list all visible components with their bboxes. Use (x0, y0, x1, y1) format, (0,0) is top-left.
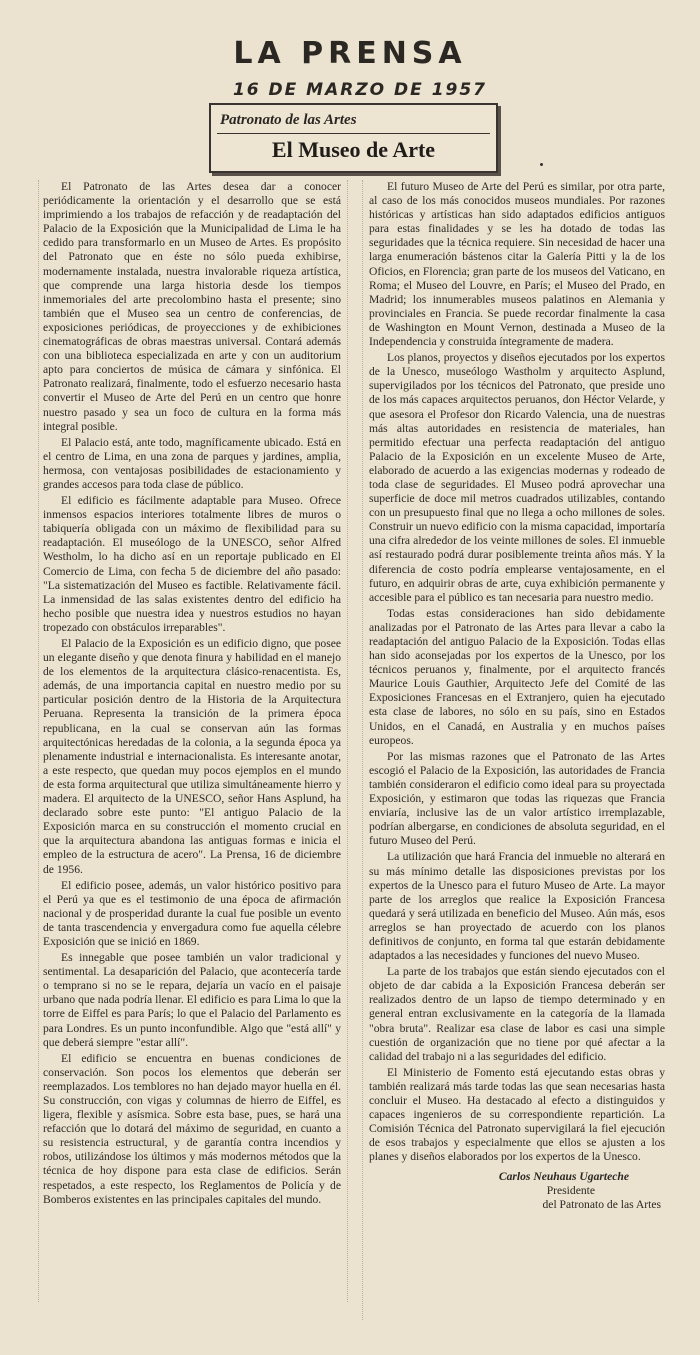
right-column (362, 180, 665, 1320)
paragraph: El edificio es fácilmente adaptable para Museo. Ofrece inmensos espacios interiores totalmente libres de muros o tabiquería obligada con un máximo de flexibilidad para su readaptación. El museólogo de la UNESCO, señor Alfred Westholm, lo ha dicho así en un reportaje publicado en El Comercio de Lima, con fecha 5 de diciembre del año pasado: "La sistematización del Museo es factible. Relativamente fácil. La inmensidad de las salas existentes dentro del edificio ha hecho posible que nuestra idea y nuestros estudios no hayan tropezado con obstáculos irreparables". (43, 494, 341, 634)
ink-dot (540, 163, 543, 166)
article-title: El Museo de Arte (271, 137, 436, 162)
paragraph: El Patronato de las Artes desea dar a conocer periódicamente la orientación y el desarrollo que se está imprimiendo a los trabajos de refacción y de readaptación del Palacio de la Exposición que la Municipalidad de Lima le ha cedido para transformarlo en un Museo de Artes. Es propósito del Patronato que en éste no sólo pueda exhibirse, modernamente instalada, nuestra invalorable riqueza artística, que comprende una larga historia desde los tiempos inmemoriales del arte precolombino hasta el presente; sino también que el Museo sea un centro de conferencias, de exposiciones periódicas, de proyecciones y de exhibiciones cinematográficas de obras maestras universal. Contará además con una biblioteca especializada en arte y con un auditorium apto para conciertos de música de cámara y sinfónica. El Patronato realizará, finalmente, todo el esfuerzo necesario hasta convertir el Museo de Arte del Perú en un centro que honre nuestro pasado y sea un foco de cultura en la forma más integral posible. (43, 180, 341, 433)
signatory-name: Carlos Neuhaus Ugarteche (498, 1170, 629, 1184)
paragraph: La utilización que hará Francia del inmueble no alterará en su más mínimo detalle las disposiciones previstas por los expertos de la Unesco para el futuro Museo de Arte. La mayor parte de los arreglos que realice la Exposición Francesa quedará y será utilizada en beneficio del Museo. Aún más, esos arreglos se han proyectado de acuerdo con los planos definitivos de conjunto, en forma tal que estarán debidamente adaptados a las necesidades y funciones del nuevo Museo. (369, 850, 665, 963)
signature-block (369, 1170, 665, 1212)
left-column (43, 180, 348, 1302)
handwritten-date: 16 DE MARZO DE 1957 (232, 80, 488, 100)
header-divider (217, 133, 490, 134)
paragraph: El Palacio está, ante todo, magníficamente ubicado. Está en el centro de Lima, en una zona de parques y jardines, amplia, hermosa, con ventajosas posibilidades de estacionamiento y grandes accesos para toda clase de público. (43, 435, 341, 491)
header-kicker: Patronato de las Artes (220, 112, 357, 128)
signatory-role: Presidente (546, 1184, 595, 1198)
paragraph: El Ministerio de Fomento está ejecutando estas obras y también realizará más tarde todas las que sean necesarias hasta concluir el Museo. Ha destacado al efecto a distinguidos y capaces ingenieros de su correspondiente repartición. La Comisión Técnica del Patronato supervigilará la fiel ejecución de esos trabajos y especialmente que ellos se ajusten a los planes y diseños elaborados por los expertos de la Unesco. (369, 1065, 665, 1164)
paragraph: El edificio se encuentra en buenas condiciones de conservación. Son pocos los elementos que deberán ser reemplazados. Los temblores no han dejado mayor huella en él. Su construcción, con vigas y columnas de hierro de Eiffel, es ligera, flexible y asísmica. Sobre esta base, pues, se hará una refacción que lo dotará del máximo de seguridad, en cuanto a su resistencia estructural, y de garantía contra incendios y robos, utilizándose los últimos y más modernos métodos que la técnica de hoy dispone para esta clase de edificios. Serán respetados, a este respecto, los Reglamentos de Policía y de Bomberos existentes en las principales capitales del mundo. (43, 1051, 341, 1206)
paragraph: Los planos, proyectos y diseños ejecutados por los expertos de la Unesco, museólogo Wastholm y arquitecto Asplund, supervigilados por los técnicos del Patronato, que preside uno de los más capaces arquitectos peruanos, don Héctor Velarde, y que asesora el Profesor don Ricardo Valencia, una de nuestras más altas autoridades en resistencia de materiales, han permitido efectuar una perfecta readaptación del antiguo Palacio de la Exposición en un excelente Museo de Arte, elaborado de acuerdo a las exigencias modernas y rodeado de toda clase de seguridades. El Museo podrá aprovechar una superficie de doce mil metros cuadrados utilizables, contando con un presupuesto final que no llega a ocho millones de soles. Construir un nuevo edificio con la misma capacidad, importaría una cifra alrededor de los veinte millones de soles. El inmueble así restaurado podrá durar posiblemente treinta años más. Y la diferencia de costo podría emplearse ventajosamente, en el futuro, en adquirir obras de arte, cuya exhibición permanente y accesible para el público es tan necesaria para nuestro medio. (369, 351, 665, 604)
article-header (209, 103, 498, 173)
paragraph: Por las mismas razones que el Patronato de las Artes escogió el Palacio de la Exposición, las autoridades de Francia también consideraron el edificio como ideal para su proyectada Exposición, y estimaron que todas las riquezas que Francia enviaría, inclusive las de un valor artístico irremplazable, podrían albergarse, en condiciones de absoluta seguridad, en el futuro Museo del Perú. (369, 749, 665, 848)
handwritten-newspaper-name: LA PRENSA (233, 36, 467, 71)
paragraph: El Palacio de la Exposición es un edificio digno, que posee un elegante diseño y que denota finura y habilidad en el manejo de los elementos de la arquitectura clásico-renacentista. Es, además, de una importancia capital en nuestro medio por su particular posición dentro de la Historia de la Arquitectura Peruana. Representa la transición de la primera época republicana, en la cual se conservan aún las formas arquitectónicas heredadas de la colonia, a la segunda época ya plenamente industrial e internacionalista. Es interesante anotar, a este respecto, que quedan muy pocos ejemplos en el mundo de esta forma arquitectural que utiliza simultáneamente hierro y madera. El arquitecto de la UNESCO, señor Hans Asplund, ha declarado sobre este punto: "El antiguo Palacio de la Exposición marca en su construcción el momento crucial en que la arquitectura abandona las antiguas formas e inicia el empleo de la estructura de acero". La Prensa, 16 de diciembre de 1956. (43, 637, 341, 876)
left-column-edge (38, 180, 40, 1302)
paragraph: El futuro Museo de Arte del Perú es similar, por otra parte, al caso de los más conocidos museos mundiales. Por razones históricas y artísticas han sido adaptados edificios antiguos para estas finalidades y se les ha dotado de todas las seguridades que la técnica requiere. Sin necesidad de hacer una larga enumeración bástenos citar la Galería Pitti y la de los Oficios, en Florencia; gran parte de los museos del Vaticano, en Roma; el Museo del Louvre, en París; el Museo del Prado, en Madrid; los innumerables museos palatinos en Alemania y provinciales en Francia. Se puede recordar finalmente la casa de Washington en Mount Vernon, destinada a Museo de la Independencia y construida íntegramente de madera. (369, 180, 665, 349)
signatory-organization: del Patronato de las Artes (542, 1198, 661, 1212)
paragraph: La parte de los trabajos que están siendo ejecutados con el objeto de dar cabida a la Exposición Francesa deberán ser realizados dentro de un lapso de tiempo determinado y en general entran exclusivamente en la categoría de la llamada "obra bruta". Realizar esa clase de labor es casi una simple cuestión de organización que no tiene por qué afectar a la calidad del trabajo ni a las seguridades del edificio. (369, 965, 665, 1063)
paragraph: Es innegable que posee también un valor tradicional y sentimental. La desaparición del Palacio, que acontecería tarde o temprano si no se le repara, dejaría un vacío en el paisaje urbano que nada podría llenar. El edificio es para Lima lo que la torre de Eiffel es para París; lo que el Palacio del Parlamento es para Londres. Es un punto inconfundible. Algo que "está allí" y que deberá siempre "estar allí". (43, 951, 341, 1049)
paragraph: El edificio posee, además, un valor histórico positivo para el Perú ya que es el testimonio de una época de afirmación nacional y de prosperidad durante la cual fue posible un evento de tanta trascendencia y envergadura como fue aquella célebre Exposición que se inició en 1869. (43, 878, 341, 948)
paragraph: Todas estas consideraciones han sido debidamente analizadas por el Patronato de las Artes para llevar a cabo la readaptación del antiguo Palacio de la Exposición. Todas ellas han sido aconsejadas por los expertos de la Unesco, por los técnicos peruanos y, finalmente, por el arquitecto francés Maurice Louis Gauthier, Arquitecto Jefe del Comité de las Exposiciones Francesas en el Extranjero, quien ha ejecutado esta clase de labores, no sólo en su país, sino en Estados Unidos, en el Canadá, en Australia y en muchos países europeos. (369, 606, 665, 747)
